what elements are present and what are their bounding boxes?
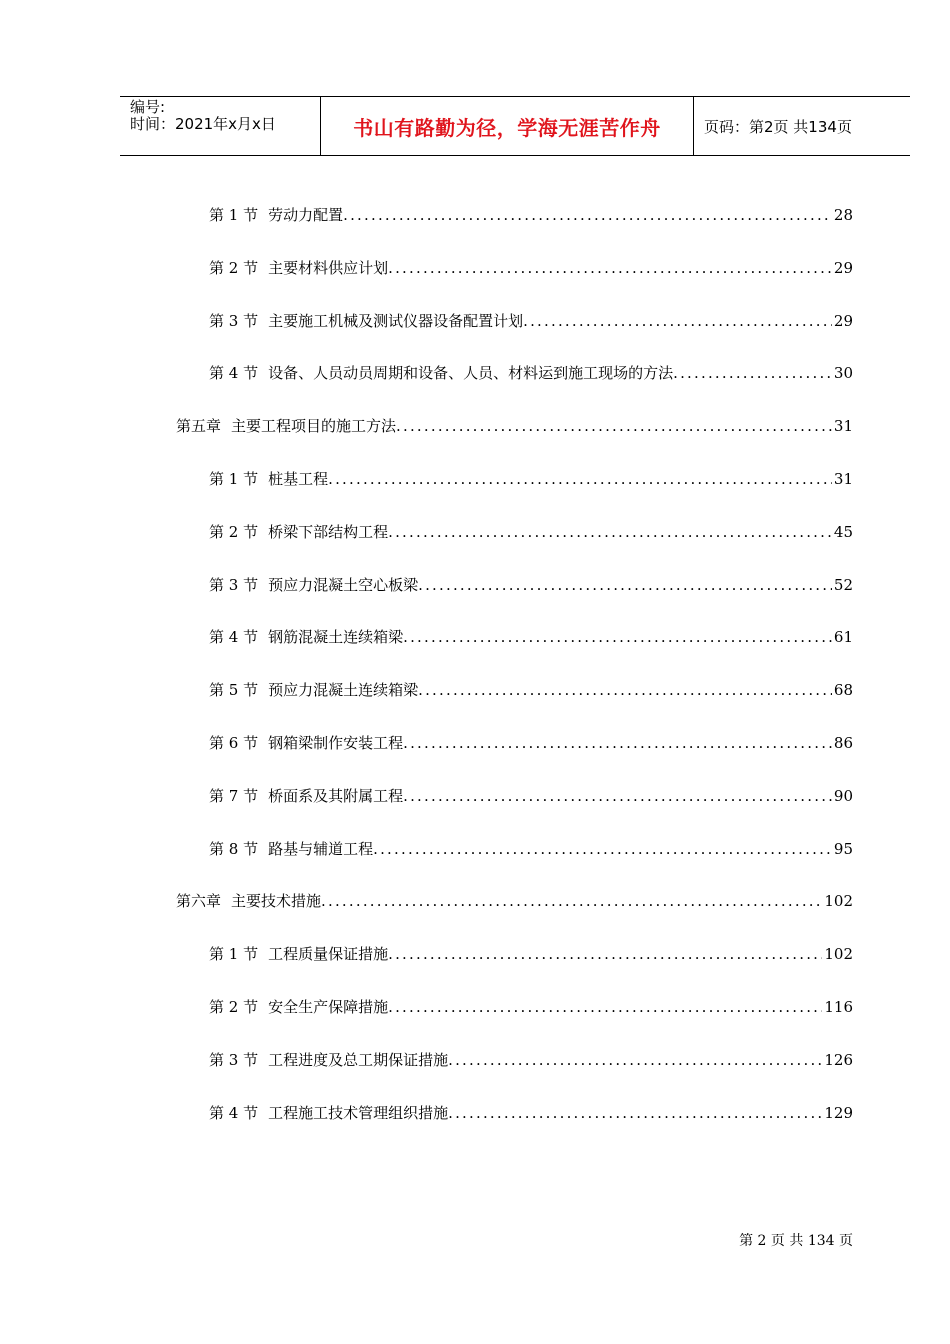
toc-chapter-entry[interactable] xyxy=(176,416,853,436)
toc-entry-title: 主要材料供应计划 xyxy=(268,258,389,277)
toc-entry-title: 钢筋混凝土连续箱梁 xyxy=(268,628,404,647)
toc-leader-dots xyxy=(403,733,832,753)
toc-entry-title: 预应力混凝土空心板梁 xyxy=(268,575,419,594)
page-header xyxy=(120,96,910,156)
toc-entry-page: 28 xyxy=(833,206,853,224)
toc-leader-dots xyxy=(328,469,832,489)
toc-entry-page: 90 xyxy=(833,786,853,805)
toc-section-entry[interactable] xyxy=(209,680,853,700)
toc-entry-number: 第 1 节 xyxy=(209,470,259,488)
toc-section-entry[interactable] xyxy=(209,575,853,595)
toc-leader-dots xyxy=(448,1050,822,1070)
toc-entry-title: 路基与辅道工程 xyxy=(268,839,374,858)
toc-entry-page: 86 xyxy=(833,734,853,752)
toc-entry-title: 工程施工技术管理组织措施 xyxy=(268,1103,449,1122)
toc-leader-dots xyxy=(403,786,832,806)
toc-section-entry[interactable] xyxy=(209,786,853,806)
toc-entry-number: 第 2 节 xyxy=(209,998,259,1016)
toc-entry-page: 95 xyxy=(833,839,853,858)
toc-entry-number: 第 3 节 xyxy=(209,311,259,330)
toc-section-entry[interactable] xyxy=(209,733,853,753)
toc-entry-page: 102 xyxy=(824,945,853,964)
toc-entry-page: 45 xyxy=(833,522,853,541)
toc-leader-dots xyxy=(321,891,822,911)
toc-section-entry[interactable] xyxy=(209,363,853,383)
toc-leader-dots xyxy=(388,944,822,964)
toc-entry-title: 主要技术措施 xyxy=(231,892,322,911)
toc-leader-dots xyxy=(388,522,832,542)
toc-entry-page: 129 xyxy=(824,1103,853,1122)
toc-section-entry[interactable] xyxy=(209,469,853,489)
toc-section-entry[interactable] xyxy=(209,258,853,278)
toc-section-entry[interactable] xyxy=(209,1050,853,1070)
toc-entry-page: 126 xyxy=(824,1050,853,1069)
toc-entry-number: 第 3 节 xyxy=(209,575,259,594)
toc-entry-page: 102 xyxy=(824,892,853,911)
toc-section-entry[interactable] xyxy=(209,997,853,1017)
toc-entry-number: 第 3 节 xyxy=(209,1050,259,1069)
toc-section-entry[interactable] xyxy=(209,522,853,542)
toc-entry-number: 第 5 节 xyxy=(209,681,259,700)
toc-entry-number: 第 2 节 xyxy=(209,258,259,277)
toc-entry-page: 61 xyxy=(833,628,853,647)
toc-leader-dots xyxy=(403,627,832,647)
toc-entry-title: 工程进度及总工期保证措施 xyxy=(268,1050,449,1069)
doc-number-label: 编号: xyxy=(130,98,166,116)
toc-entry-page: 30 xyxy=(833,364,853,383)
toc-leader-dots xyxy=(388,997,822,1017)
page-footer: 第 2 页 共 134 页 xyxy=(739,1233,853,1249)
toc-entry-number: 第 1 节 xyxy=(209,945,259,964)
toc-entry-title: 安全生产保障措施 xyxy=(268,998,389,1016)
toc-leader-dots xyxy=(373,839,832,859)
toc-entry-number: 第 4 节 xyxy=(209,628,259,647)
toc-entry-page: 52 xyxy=(833,575,853,594)
toc-entry-number: 第 4 节 xyxy=(209,364,259,383)
toc-section-entry[interactable] xyxy=(209,1103,853,1123)
toc-entry-title: 设备、人员动员周期和设备、人员、材料运到施工现场的方法 xyxy=(268,364,674,383)
toc-entry-title: 桥面系及其附属工程 xyxy=(268,786,404,805)
toc-entry-title: 劳动力配置 xyxy=(268,206,344,224)
toc-entry-title: 钢箱梁制作安装工程 xyxy=(268,734,404,752)
toc-leader-dots xyxy=(448,1103,822,1123)
toc-entry-page: 116 xyxy=(824,998,853,1016)
header-page-info: 页码：第2页 共134页 xyxy=(704,117,852,136)
toc-entry-number: 第六章 xyxy=(176,892,222,911)
toc-entry-number: 第 2 节 xyxy=(209,522,259,541)
toc-leader-dots xyxy=(396,416,832,436)
toc-entry-title: 主要工程项目的施工方法 xyxy=(231,417,397,436)
header-motto: 书山有路勤为径，学海无涯苦作舟 xyxy=(321,97,694,155)
toc-entry-page: 31 xyxy=(833,417,853,436)
toc-leader-dots xyxy=(343,205,832,225)
toc-leader-dots xyxy=(418,680,832,700)
toc-section-entry[interactable] xyxy=(209,944,853,964)
toc-entry-title: 工程质量保证措施 xyxy=(268,945,389,964)
toc-leader-dots xyxy=(418,575,832,595)
toc-entry-number: 第 6 节 xyxy=(209,734,259,752)
toc-entry-number: 第 1 节 xyxy=(209,206,259,224)
toc-section-entry[interactable] xyxy=(209,839,853,859)
toc-entry-page: 29 xyxy=(833,258,853,277)
toc-entry-page: 31 xyxy=(833,470,853,488)
toc-section-entry[interactable] xyxy=(209,205,853,225)
toc-section-entry[interactable] xyxy=(209,311,853,331)
header-meta xyxy=(120,97,321,155)
toc-entry-number: 第五章 xyxy=(176,417,222,436)
toc-section-entry[interactable] xyxy=(209,627,853,647)
toc-leader-dots xyxy=(523,311,832,331)
toc-chapter-entry[interactable] xyxy=(176,891,853,911)
toc-leader-dots xyxy=(673,363,832,383)
toc-leader-dots xyxy=(388,258,832,278)
toc-entry-number: 第 8 节 xyxy=(209,839,259,858)
toc-entry-title: 主要施工机械及测试仪器设备配置计划 xyxy=(268,311,524,330)
toc-entry-number: 第 7 节 xyxy=(209,786,259,805)
toc-entry-page: 68 xyxy=(833,681,853,700)
doc-time: 时间：2021年x月x日 xyxy=(130,115,276,133)
toc-entry-title: 桥梁下部结构工程 xyxy=(268,522,389,541)
toc-entry-title: 桩基工程 xyxy=(268,470,329,488)
toc-entry-number: 第 4 节 xyxy=(209,1103,259,1122)
toc-entry-page: 29 xyxy=(833,311,853,330)
toc-entry-title: 预应力混凝土连续箱梁 xyxy=(268,681,419,700)
